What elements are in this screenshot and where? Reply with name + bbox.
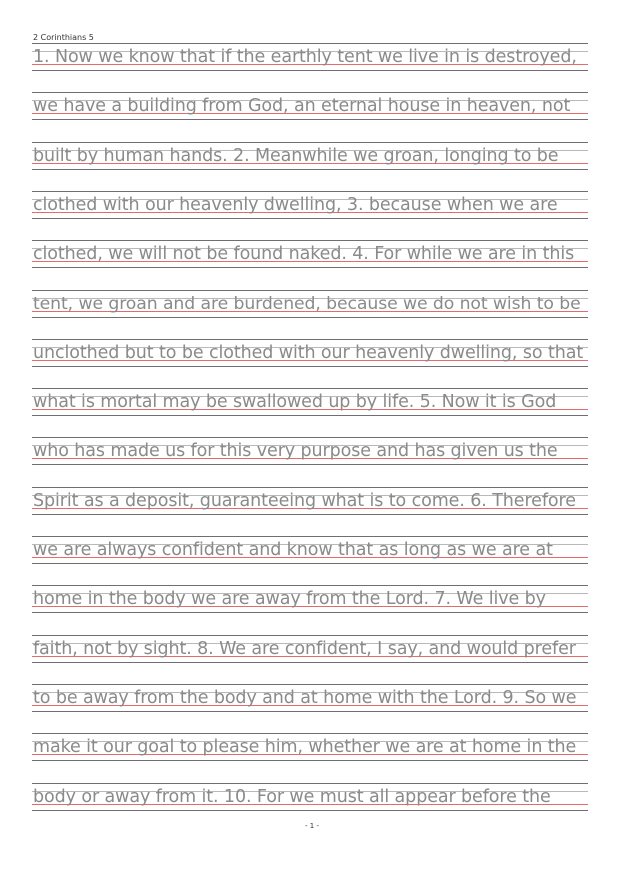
bottom-rule xyxy=(32,514,588,515)
top-rule xyxy=(32,635,588,636)
top-rule xyxy=(32,339,588,340)
practice-row xyxy=(32,388,588,424)
practice-row xyxy=(32,487,588,523)
top-rule xyxy=(32,92,588,93)
top-rule xyxy=(32,684,588,685)
tracing-text: tent, we groan and are burdened, because we do not wish to be xyxy=(33,293,581,314)
tracing-text: body or away from it. 10. For we must all appear before the xyxy=(33,786,551,807)
tracing-text: unclothed but to be clothed with our heavenly dwelling, so that xyxy=(33,342,584,363)
bottom-rule xyxy=(32,267,588,268)
bottom-rule xyxy=(32,612,588,613)
tracing-text: to be away from the body and at home with the Lord. 9. So we xyxy=(33,687,577,708)
bottom-rule xyxy=(32,169,588,170)
top-rule xyxy=(32,290,588,291)
top-rule xyxy=(32,43,588,44)
practice-row xyxy=(32,43,588,79)
practice-row xyxy=(32,684,588,720)
tracing-text: who has made us for this very purpose and has given us the xyxy=(33,441,558,462)
practice-row xyxy=(32,437,588,473)
bottom-rule xyxy=(32,662,588,663)
bottom-rule xyxy=(32,563,588,564)
page-header-title: 2 Corinthians 5 xyxy=(33,33,94,42)
practice-row xyxy=(32,142,588,178)
tracing-text: we are always confident and know that as long as we are at xyxy=(33,540,553,560)
top-rule xyxy=(32,142,588,143)
tracing-text: 1. Now we know that if the earthly tent we live in is destroyed, xyxy=(33,47,577,67)
tracing-text: make it our goal to please him, whether we are at home in the xyxy=(33,737,577,758)
practice-row xyxy=(32,290,588,326)
tracing-text: what is mortal may be swallowed up by life. 5. Now it is God xyxy=(33,392,557,413)
bottom-rule xyxy=(32,415,588,416)
practice-row xyxy=(32,92,588,128)
top-rule xyxy=(32,783,588,784)
tracing-text: home in the body we are away from the Lord. 7. We live by xyxy=(33,589,546,610)
practice-row xyxy=(32,635,588,671)
tracing-text: clothed, we will not be found naked. 4. For while we are in this xyxy=(33,244,575,265)
page-number: - 1 - xyxy=(305,822,319,830)
top-rule xyxy=(32,191,588,192)
practice-row xyxy=(32,783,588,819)
bottom-rule xyxy=(32,711,588,712)
top-rule xyxy=(32,585,588,586)
practice-row xyxy=(32,536,588,572)
bottom-rule xyxy=(32,464,588,465)
practice-row xyxy=(32,240,588,276)
top-rule xyxy=(32,388,588,389)
top-rule xyxy=(32,240,588,241)
practice-row xyxy=(32,733,588,769)
tracing-text: clothed with our heavenly dwelling, 3. because when we are xyxy=(33,194,558,215)
tracing-text: we have a building from God, an eternal house in heaven, not xyxy=(33,96,571,117)
top-rule xyxy=(32,733,588,734)
top-rule xyxy=(32,437,588,438)
bottom-rule xyxy=(32,218,588,219)
bottom-rule xyxy=(32,317,588,318)
top-rule xyxy=(32,487,588,488)
top-rule xyxy=(32,536,588,537)
practice-row xyxy=(32,191,588,227)
tracing-text: faith, not by sight. 8. We are confident, I say, and would prefer xyxy=(33,638,576,659)
tracing-text: built by human hands. 2. Meanwhile we groan, longing to be xyxy=(33,145,559,166)
bottom-rule xyxy=(32,366,588,367)
bottom-rule xyxy=(32,810,588,811)
practice-row xyxy=(32,585,588,621)
bottom-rule xyxy=(32,760,588,761)
practice-row xyxy=(32,339,588,375)
tracing-text: Spirit as a deposit, guaranteeing what is to come. 6. Therefore xyxy=(33,490,576,511)
bottom-rule xyxy=(32,70,588,71)
bottom-rule xyxy=(32,119,588,120)
